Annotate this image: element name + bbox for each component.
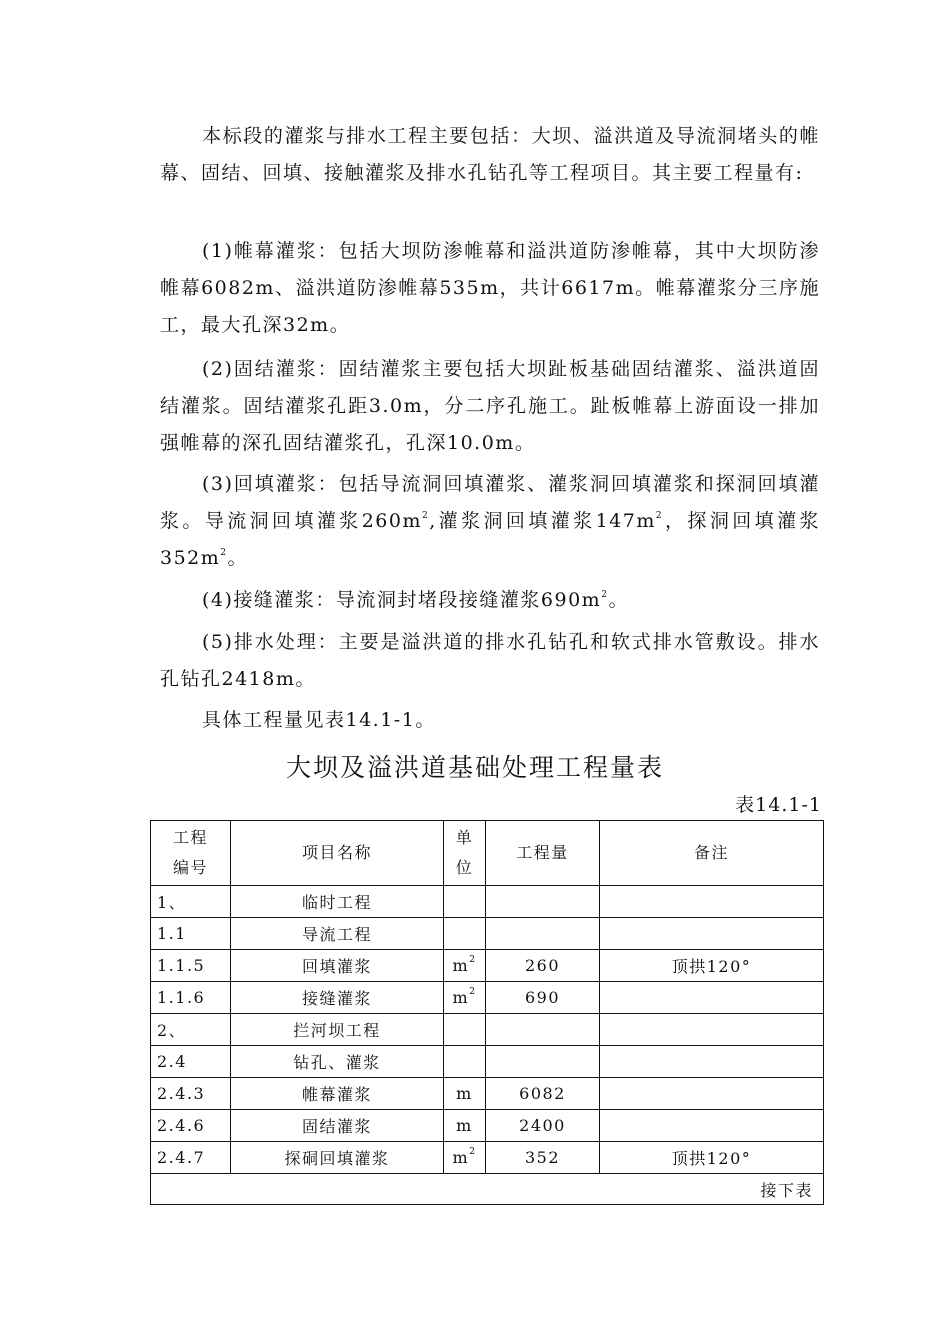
paragraph-intro (160, 118, 820, 192)
cell-code: 1.1.5 (151, 950, 231, 982)
cell-remark: 顶拱120° (600, 1142, 824, 1174)
superscript: 2 (655, 511, 664, 521)
table-row (151, 1046, 824, 1078)
unit-text: m (452, 1148, 470, 1167)
cell-remark (600, 886, 824, 918)
header-remark: 备注 (600, 821, 824, 886)
cell-remark (600, 1014, 824, 1046)
cell-name: 探硐回填灌浆 (231, 1142, 444, 1174)
cell-name: 钻孔、灌浆 (231, 1046, 444, 1078)
cell-quantity: 690 (486, 982, 600, 1014)
header-unit (444, 821, 486, 886)
backfill-text-part3: ，探洞回填灌浆352m (160, 510, 820, 569)
cell-quantity (486, 1046, 600, 1078)
cell-code: 2.4.6 (151, 1110, 231, 1142)
cell-code: 1.1 (151, 918, 231, 950)
joint-text-part2: 。 (608, 589, 629, 611)
table-row (151, 950, 824, 982)
table-row (151, 1014, 824, 1046)
unit-text: m (452, 988, 470, 1007)
header-quantity: 工程量 (486, 821, 600, 886)
quantity-table (150, 820, 824, 1205)
paragraph-intro-text: 本标段的灌浆与排水工程主要包括：大坝、溢洪道及导流洞堵头的帷幕、固结、回填、接触灌浆及排水孔钻孔等工程项目。其主要工程量有: (160, 125, 820, 184)
backfill-text-part4: 。 (227, 547, 249, 569)
paragraph-consolidation-grouting-text: (2)固结灌浆：固结灌浆主要包括大坝趾板基础固结灌浆、溢洪道固结灌浆。固结灌浆孔距3.0m，分二序孔施工。趾板帷幕上游面设一排加强帷幕的深孔固结灌浆孔，孔深10.0m。 (160, 358, 820, 454)
header-code-line2: 编号 (172, 858, 208, 877)
cell-quantity: 352 (486, 1142, 600, 1174)
cell-name: 固结灌浆 (231, 1110, 444, 1142)
paragraph-table-reference (160, 702, 820, 739)
cell-code: 2.4.7 (151, 1142, 231, 1174)
cell-remark (600, 1046, 824, 1078)
table-row (151, 1110, 824, 1142)
cell-remark (600, 982, 824, 1014)
cell-quantity: 260 (486, 950, 600, 982)
unit-superscript: 2 (469, 955, 477, 965)
header-name: 项目名称 (231, 821, 444, 886)
table-title: 大坝及溢洪道基础处理工程量表 (285, 753, 664, 782)
cell-unit (444, 982, 486, 1014)
paragraph-curtain-grouting-text: (1)帷幕灌浆：包括大坝防渗帷幕和溢洪道防渗帷幕，其中大坝防渗帷幕6082m、溢洪道防渗帷幕535m，共计6617m。帷幕灌浆分三序施工，最大孔深32m。 (160, 240, 820, 336)
table-row (151, 982, 824, 1014)
superscript: 2 (220, 548, 228, 558)
table-header-row (151, 821, 824, 886)
header-unit-line1: 单 (455, 828, 474, 847)
cell-quantity (486, 918, 600, 950)
superscript: 2 (422, 511, 430, 521)
header-code (151, 821, 231, 886)
paragraph-consolidation-grouting (160, 351, 820, 462)
cell-remark (600, 918, 824, 950)
paragraph-table-reference-text: 具体工程量见表14.1-1。 (202, 709, 436, 731)
cell-name: 临时工程 (231, 886, 444, 918)
cell-unit (444, 886, 486, 918)
cell-unit (444, 1014, 486, 1046)
cell-quantity (486, 886, 600, 918)
backfill-text-part2: ,灌浆洞回填灌浆147m (429, 510, 656, 532)
header-unit-line2: 位 (455, 858, 474, 877)
paragraph-backfill-grouting (160, 466, 820, 577)
table-row (151, 918, 824, 950)
header-code-line1: 工程 (172, 828, 208, 847)
table-row (151, 886, 824, 918)
cell-unit (444, 1142, 486, 1174)
paragraph-drainage-text: (5)排水处理：主要是溢洪道的排水孔钻孔和软式排水管敷设。排水孔钻孔2418m。 (160, 631, 820, 690)
cell-remark: 顶拱120° (600, 950, 824, 982)
cell-unit (444, 1110, 486, 1142)
cell-unit (444, 1078, 486, 1110)
cell-name: 回填灌浆 (231, 950, 444, 982)
cell-name: 帷幕灌浆 (231, 1078, 444, 1110)
cell-code: 2.4 (151, 1046, 231, 1078)
table-row (151, 1142, 824, 1174)
cell-code: 2、 (151, 1014, 231, 1046)
paragraph-joint-grouting (160, 582, 820, 619)
cell-name: 接缝灌浆 (231, 982, 444, 1014)
joint-text-part1: (4)接缝灌浆：导流洞封堵段接缝灌浆690m (202, 589, 602, 611)
table-row (151, 1078, 824, 1110)
superscript: 2 (601, 590, 609, 600)
table-number: 表14.1-1 (735, 794, 822, 816)
cell-unit (444, 918, 486, 950)
unit-superscript: 2 (469, 1147, 477, 1157)
cell-code: 1、 (151, 886, 231, 918)
cell-name: 拦河坝工程 (231, 1014, 444, 1046)
cell-quantity: 6082 (486, 1078, 600, 1110)
unit-text: m (452, 956, 470, 975)
unit-superscript: 2 (469, 987, 477, 997)
cell-remark (600, 1110, 824, 1142)
cell-code: 1.1.6 (151, 982, 231, 1014)
backfill-text-part1: (3)回填灌浆：包括导流洞回填灌浆、灌浆洞回填灌浆和探洞回填灌浆。导流洞回填灌浆260m (160, 473, 820, 532)
cell-quantity: 2400 (486, 1110, 600, 1142)
table-body (151, 886, 824, 1174)
continued-note: 接下表 (151, 1174, 824, 1205)
cell-unit (444, 1046, 486, 1078)
paragraph-curtain-grouting (160, 233, 820, 344)
cell-remark (600, 1078, 824, 1110)
cell-quantity (486, 1014, 600, 1046)
paragraph-drainage (160, 624, 820, 698)
unit-text: m (456, 1116, 473, 1135)
table-continued-row (151, 1174, 824, 1205)
cell-code: 2.4.3 (151, 1078, 231, 1110)
cell-name: 导流工程 (231, 918, 444, 950)
unit-text: m (456, 1084, 473, 1103)
cell-unit (444, 950, 486, 982)
